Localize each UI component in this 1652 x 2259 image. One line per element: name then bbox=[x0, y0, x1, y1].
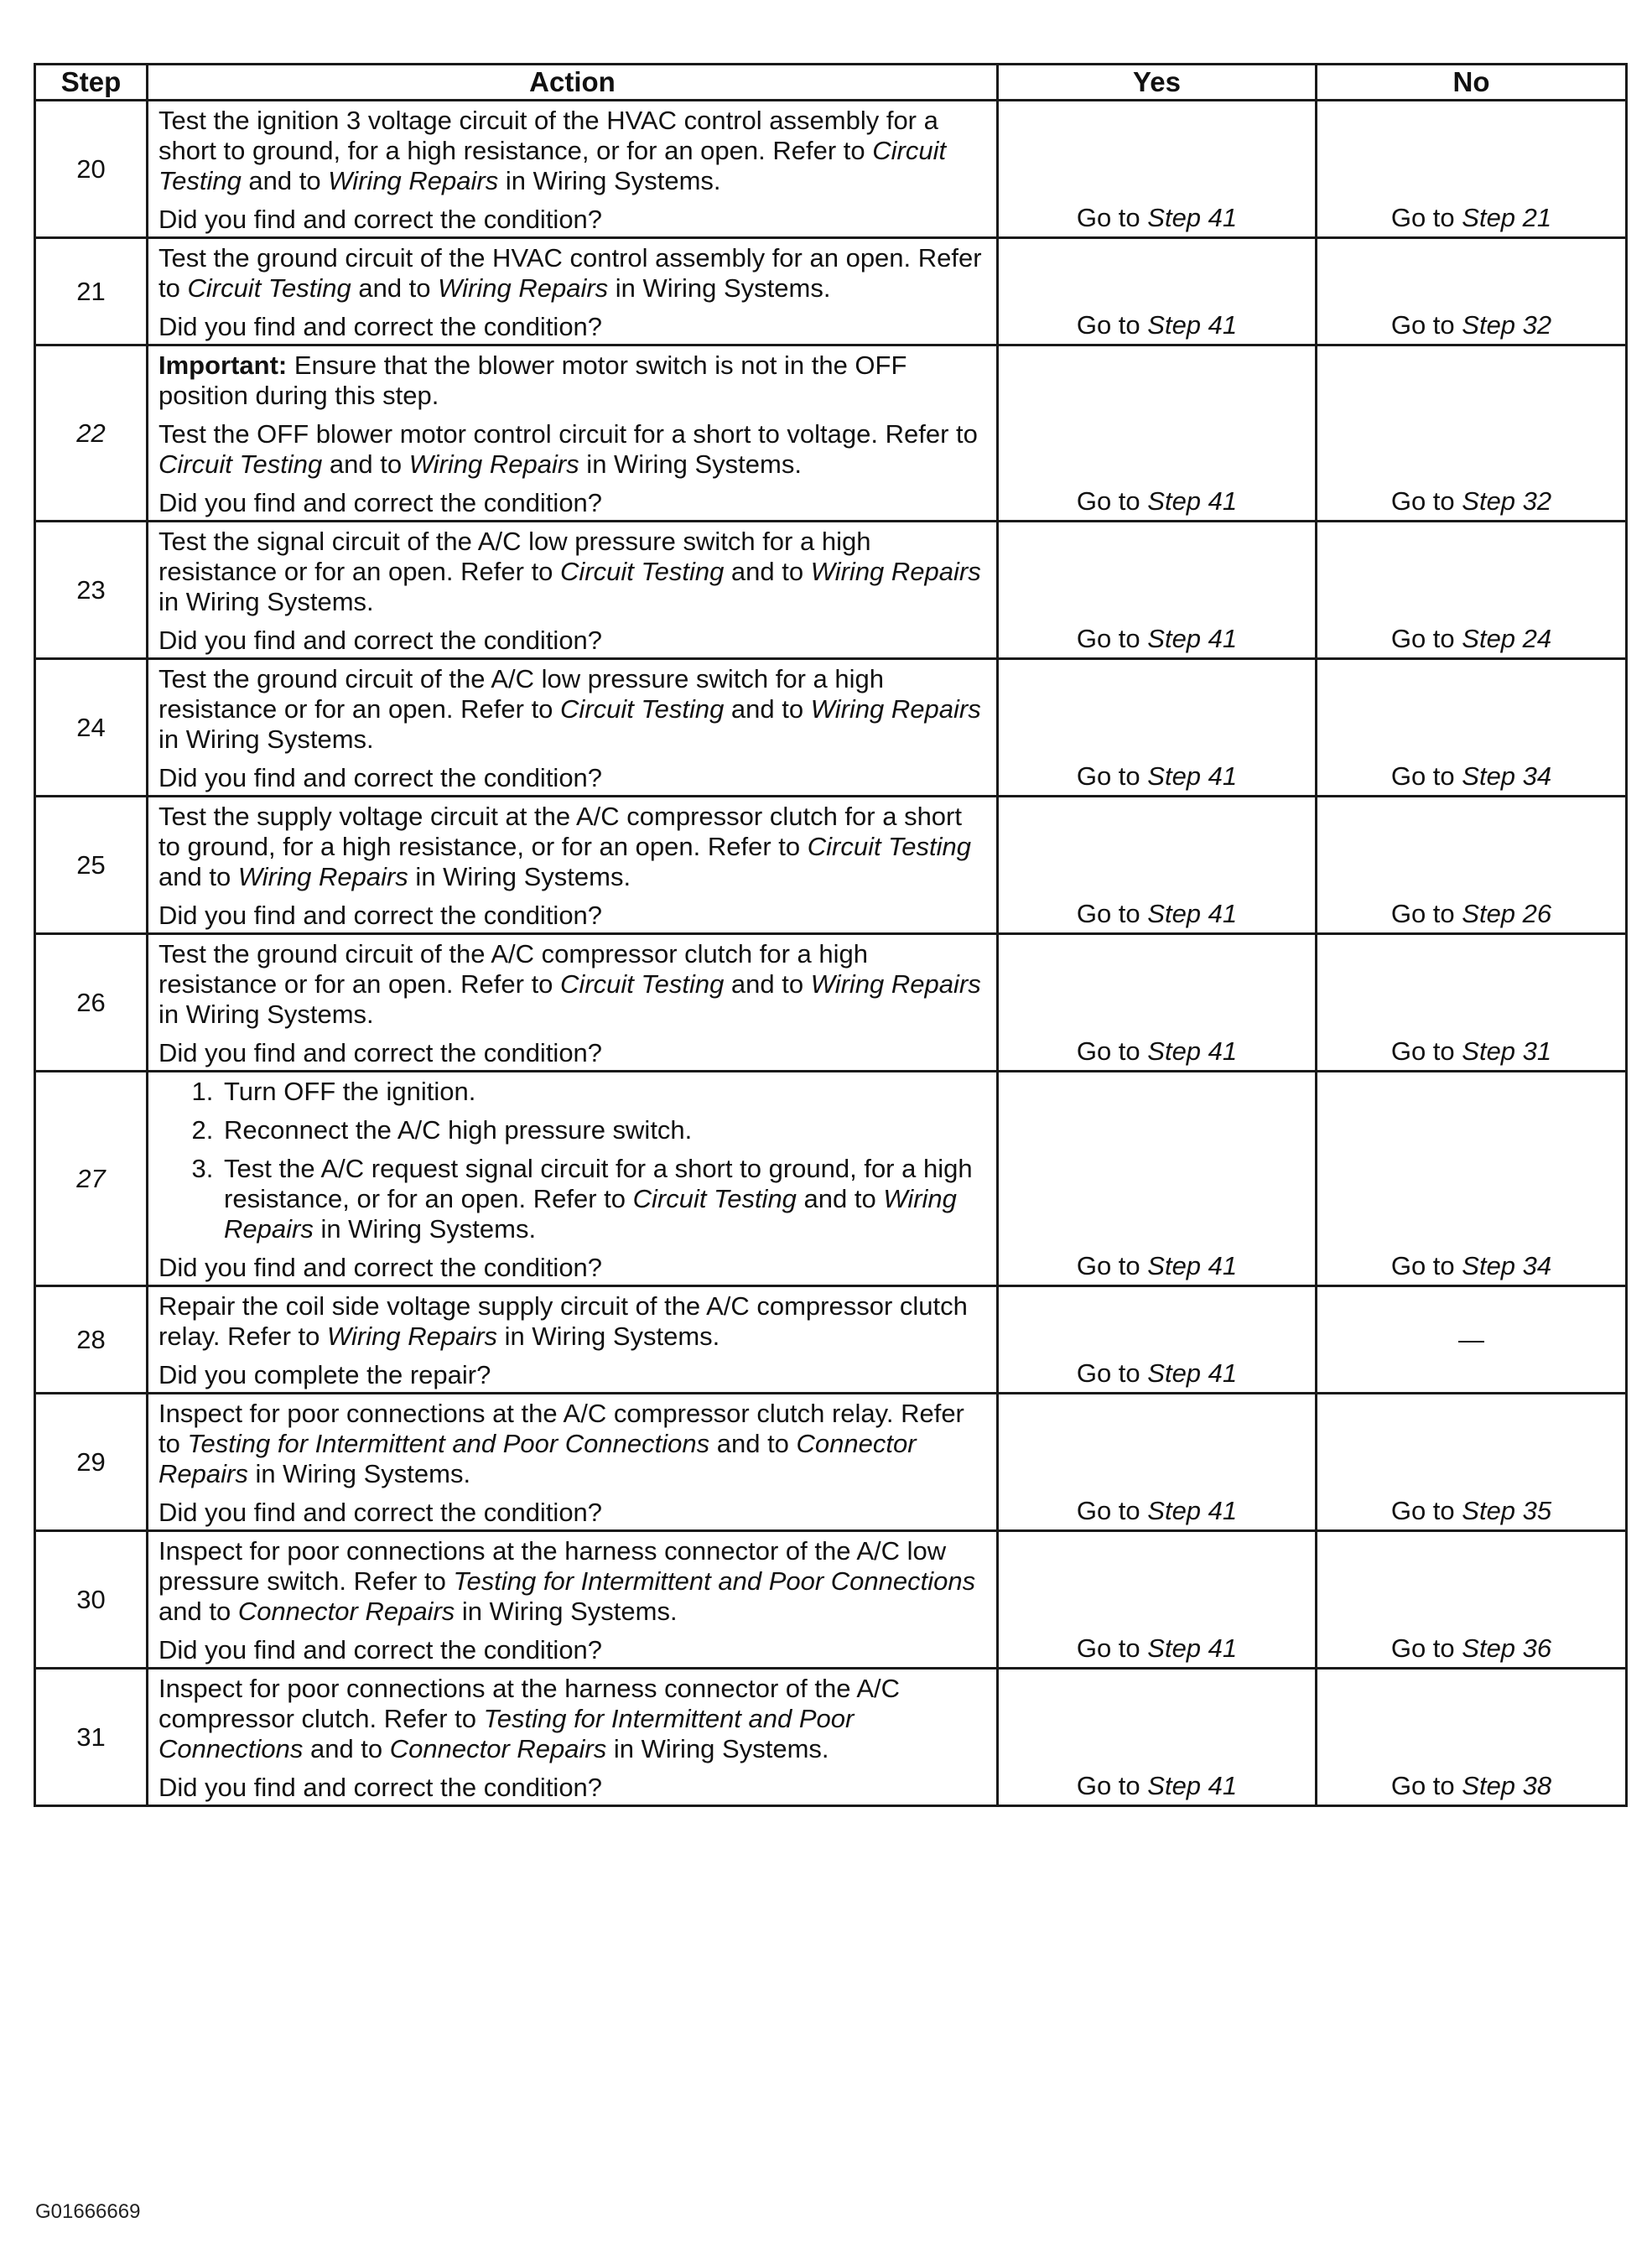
reference-link-text: Circuit Testing bbox=[158, 136, 947, 195]
goto-text: Go to bbox=[1390, 486, 1462, 516]
reference-link-text: Wiring Repairs bbox=[408, 449, 579, 479]
goto-step-ref: Step 31 bbox=[1462, 1036, 1552, 1066]
table-row bbox=[35, 797, 1627, 934]
no-result bbox=[1317, 1286, 1627, 1394]
action-paragraph bbox=[158, 1536, 988, 1627]
yes-result bbox=[998, 1286, 1317, 1394]
question-text: Did you find and correct the condition? bbox=[158, 312, 603, 341]
action-text: Inspect for poor connections at the harness connector of the A/C compressor clutch. Refer to bbox=[158, 1674, 901, 1733]
goto-text: Go to bbox=[1390, 761, 1462, 791]
action-text: Inspect for poor connections at the harness connector of the A/C low pressure switch. Refer to bbox=[158, 1536, 947, 1596]
question-text: Did you find and correct the condition? bbox=[158, 1038, 603, 1067]
reference-link-text: Wiring Repairs bbox=[810, 694, 981, 724]
diagnostic-table-container bbox=[34, 63, 1625, 1807]
header-no: No bbox=[1317, 65, 1627, 101]
question-text: Did you find and correct the condition? bbox=[158, 626, 603, 655]
table-row bbox=[35, 1531, 1627, 1669]
goto-step-ref: Step 34 bbox=[1462, 1251, 1552, 1280]
reference-link-text: Circuit Testing bbox=[158, 449, 323, 479]
goto-text: Go to bbox=[1076, 310, 1148, 340]
goto-text: Go to bbox=[1390, 899, 1462, 928]
question-text: Did you find and correct the condition? bbox=[158, 1253, 603, 1282]
goto-step-ref: Step 41 bbox=[1147, 1251, 1238, 1280]
list-item bbox=[221, 1115, 988, 1145]
reference-link-text: Circuit Testing bbox=[560, 694, 725, 724]
action-text: in Wiring Systems. bbox=[579, 449, 802, 479]
important-label: Important: bbox=[158, 351, 288, 380]
goto-text: Go to bbox=[1390, 1771, 1462, 1800]
figure-code: G01666669 bbox=[35, 2200, 141, 2223]
action-text: in Wiring Systems. bbox=[455, 1597, 678, 1626]
goto-text: Go to bbox=[1076, 1358, 1148, 1388]
action-text: in Wiring Systems. bbox=[158, 587, 374, 616]
table-row bbox=[35, 238, 1627, 345]
yes-result bbox=[998, 1669, 1317, 1806]
step-number: 29 bbox=[35, 1394, 148, 1531]
action-text: in Wiring Systems. bbox=[408, 862, 631, 891]
step-number: 22 bbox=[35, 345, 148, 522]
goto-step-ref: Step 41 bbox=[1147, 1771, 1238, 1800]
goto-step-ref: Step 21 bbox=[1462, 203, 1552, 232]
action-text: Test the A/C request signal circuit for a short to ground, for a high resistance, or for an open. Refer to bbox=[224, 1154, 973, 1213]
diagnostic-table bbox=[34, 63, 1628, 1807]
step-number: 26 bbox=[35, 934, 148, 1072]
goto-text: Go to bbox=[1076, 624, 1148, 653]
action-text: Test the ignition 3 voltage circuit of the HVAC control assembly for a short to ground, for a high resistance, or for an open. Refer to bbox=[158, 106, 938, 165]
goto-text: Go to bbox=[1076, 203, 1148, 232]
goto-text: Go to bbox=[1076, 1036, 1148, 1066]
action-paragraph bbox=[158, 664, 988, 755]
step-number: 28 bbox=[35, 1286, 148, 1394]
question-text: Did you find and correct the condition? bbox=[158, 763, 603, 792]
table-row bbox=[35, 1669, 1627, 1806]
action-text: in Wiring Systems. bbox=[608, 273, 831, 303]
question-text: Did you find and correct the condition? bbox=[158, 205, 603, 234]
goto-text: Go to bbox=[1076, 899, 1148, 928]
goto-text: Go to bbox=[1076, 1633, 1148, 1663]
list-item bbox=[221, 1154, 988, 1244]
goto-text: Go to bbox=[1076, 486, 1148, 516]
action-text: and to bbox=[158, 1597, 238, 1626]
yes-result bbox=[998, 934, 1317, 1072]
action-paragraph bbox=[158, 106, 988, 196]
goto-step-ref: Step 26 bbox=[1462, 899, 1552, 928]
action-text: Test the ground circuit of the HVAC control assembly for an open. Refer to bbox=[158, 243, 982, 303]
reference-link-text: Wiring Repairs bbox=[810, 969, 981, 999]
goto-text: Go to bbox=[1390, 624, 1462, 653]
goto-step-ref: Step 32 bbox=[1462, 310, 1552, 340]
action-text: Repair the coil side voltage supply circuit of the A/C compressor clutch relay. Refer to bbox=[158, 1291, 968, 1351]
step-number: 25 bbox=[35, 797, 148, 934]
action-cell bbox=[148, 101, 998, 238]
table-row bbox=[35, 101, 1627, 238]
header-step: Step bbox=[35, 65, 148, 101]
goto-text: Go to bbox=[1390, 1496, 1462, 1525]
reference-link-text: Wiring Repairs bbox=[438, 273, 609, 303]
action-cell bbox=[148, 1072, 998, 1286]
table-row bbox=[35, 522, 1627, 659]
action-cell bbox=[148, 522, 998, 659]
action-text: and to bbox=[724, 969, 811, 999]
question-text: Did you find and correct the condition? bbox=[158, 1635, 603, 1664]
action-text: Reconnect the A/C high pressure switch. bbox=[224, 1115, 693, 1145]
action-text: in Wiring Systems. bbox=[606, 1734, 829, 1763]
no-result bbox=[1317, 238, 1627, 345]
action-text: and to bbox=[303, 1734, 390, 1763]
goto-step-ref: Step 36 bbox=[1462, 1633, 1552, 1663]
goto-step-ref: Step 41 bbox=[1147, 624, 1238, 653]
action-cell bbox=[148, 659, 998, 797]
header-yes: Yes bbox=[998, 65, 1317, 101]
reference-link-text: Circuit Testing bbox=[807, 832, 971, 861]
action-text: Ensure that the blower motor switch is not in the OFF position during this step. bbox=[158, 351, 907, 410]
step-number: 20 bbox=[35, 101, 148, 238]
no-result bbox=[1317, 101, 1627, 238]
header-action: Action bbox=[148, 65, 998, 101]
no-result bbox=[1317, 797, 1627, 934]
reference-link-text: Connector Repairs bbox=[237, 1597, 455, 1626]
action-paragraph bbox=[158, 1291, 988, 1352]
goto-text: Go to bbox=[1076, 1771, 1148, 1800]
reference-link-text: Testing for Intermittent and Poor Connections bbox=[158, 1704, 855, 1763]
question-text: Did you find and correct the condition? bbox=[158, 901, 603, 930]
action-text: Test the ground circuit of the A/C low pressure switch for a high resistance or for an open. Refer to bbox=[158, 664, 884, 724]
action-paragraph bbox=[158, 1674, 988, 1764]
question-text: Did you find and correct the condition? bbox=[158, 1498, 603, 1527]
goto-step-ref: Step 32 bbox=[1462, 486, 1552, 516]
reference-link-text: Circuit Testing bbox=[560, 557, 725, 586]
goto-step-ref: Step 41 bbox=[1147, 1496, 1238, 1525]
yes-result bbox=[998, 238, 1317, 345]
action-paragraph bbox=[158, 351, 988, 411]
step-number: 27 bbox=[35, 1072, 148, 1286]
action-paragraph bbox=[158, 527, 988, 617]
reference-link-text: Wiring Repairs bbox=[237, 862, 408, 891]
action-paragraph bbox=[158, 939, 988, 1030]
action-cell bbox=[148, 1286, 998, 1394]
reference-link-text: Connector Repairs bbox=[158, 1429, 917, 1488]
goto-step-ref: Step 41 bbox=[1147, 1036, 1238, 1066]
step-number: 24 bbox=[35, 659, 148, 797]
action-cell bbox=[148, 238, 998, 345]
yes-result bbox=[998, 659, 1317, 797]
step-number: 31 bbox=[35, 1669, 148, 1806]
reference-link-text: Wiring Repairs bbox=[810, 557, 981, 586]
action-text: in Wiring Systems. bbox=[497, 1322, 720, 1351]
question-text: Did you find and correct the condition? bbox=[158, 1773, 603, 1802]
action-text: in Wiring Systems. bbox=[247, 1459, 471, 1488]
action-steps-list bbox=[158, 1077, 988, 1244]
reference-link-text: Circuit Testing bbox=[632, 1184, 797, 1213]
yes-result bbox=[998, 1072, 1317, 1286]
reference-link-text: Circuit Testing bbox=[560, 969, 725, 999]
table-row bbox=[35, 1286, 1627, 1394]
action-text: and to bbox=[241, 166, 329, 195]
table-row bbox=[35, 1394, 1627, 1531]
goto-text: Go to bbox=[1076, 761, 1148, 791]
action-text: Turn OFF the ignition. bbox=[224, 1077, 476, 1106]
action-cell bbox=[148, 1669, 998, 1806]
goto-text: Go to bbox=[1390, 1251, 1462, 1280]
no-result bbox=[1317, 1394, 1627, 1531]
yes-result bbox=[998, 797, 1317, 934]
action-paragraph bbox=[158, 802, 988, 892]
action-cell bbox=[148, 1394, 998, 1531]
table-body bbox=[35, 101, 1627, 1806]
action-text: and to bbox=[724, 557, 811, 586]
goto-text: Go to bbox=[1390, 203, 1462, 232]
goto-step-ref: Step 34 bbox=[1462, 761, 1552, 791]
action-text: and to bbox=[322, 449, 409, 479]
goto-step-ref: Step 41 bbox=[1147, 899, 1238, 928]
no-result bbox=[1317, 1072, 1627, 1286]
reference-link-text: Testing for Intermittent and Poor Connections bbox=[453, 1566, 976, 1596]
table-row bbox=[35, 934, 1627, 1072]
yes-result bbox=[998, 101, 1317, 238]
step-number: 21 bbox=[35, 238, 148, 345]
no-action-dash: — bbox=[1458, 1324, 1484, 1354]
no-result bbox=[1317, 659, 1627, 797]
action-text: Inspect for poor connections at the A/C compressor clutch relay. Refer to bbox=[158, 1399, 964, 1458]
action-text: in Wiring Systems. bbox=[158, 1000, 374, 1029]
goto-step-ref: Step 24 bbox=[1462, 624, 1552, 653]
reference-link-text: Wiring Repairs bbox=[327, 1322, 498, 1351]
list-item bbox=[221, 1077, 988, 1107]
no-result bbox=[1317, 1531, 1627, 1669]
no-result bbox=[1317, 345, 1627, 522]
action-cell bbox=[148, 934, 998, 1072]
goto-text: Go to bbox=[1390, 1036, 1462, 1066]
reference-link-text: Circuit Testing bbox=[187, 273, 351, 303]
goto-step-ref: Step 38 bbox=[1462, 1771, 1552, 1800]
action-paragraph bbox=[158, 243, 988, 304]
action-text: and to bbox=[709, 1429, 797, 1458]
action-text: and to bbox=[796, 1184, 884, 1213]
table-row bbox=[35, 1072, 1627, 1286]
yes-result bbox=[998, 345, 1317, 522]
action-text: in Wiring Systems. bbox=[313, 1214, 537, 1244]
goto-step-ref: Step 41 bbox=[1147, 1633, 1238, 1663]
yes-result bbox=[998, 1531, 1317, 1669]
reference-link-text: Testing for Intermittent and Poor Connections bbox=[187, 1429, 710, 1458]
action-text: in Wiring Systems. bbox=[158, 724, 374, 754]
table-row bbox=[35, 659, 1627, 797]
reference-link-text: Connector Repairs bbox=[389, 1734, 607, 1763]
goto-step-ref: Step 41 bbox=[1147, 310, 1238, 340]
goto-step-ref: Step 35 bbox=[1462, 1496, 1552, 1525]
goto-text: Go to bbox=[1390, 310, 1462, 340]
goto-text: Go to bbox=[1076, 1251, 1148, 1280]
goto-text: Go to bbox=[1076, 1496, 1148, 1525]
step-number: 30 bbox=[35, 1531, 148, 1669]
action-paragraph bbox=[158, 1399, 988, 1489]
goto-text: Go to bbox=[1390, 1633, 1462, 1663]
action-text: in Wiring Systems. bbox=[498, 166, 721, 195]
table-row bbox=[35, 345, 1627, 522]
goto-step-ref: Step 41 bbox=[1147, 761, 1238, 791]
no-result bbox=[1317, 1669, 1627, 1806]
goto-step-ref: Step 41 bbox=[1147, 203, 1238, 232]
action-cell bbox=[148, 797, 998, 934]
reference-link-text: Wiring Repairs bbox=[224, 1184, 957, 1244]
reference-link-text: Wiring Repairs bbox=[328, 166, 499, 195]
action-paragraph bbox=[158, 419, 988, 480]
yes-result bbox=[998, 522, 1317, 659]
yes-result bbox=[998, 1394, 1317, 1531]
action-cell bbox=[148, 1531, 998, 1669]
action-text: and to bbox=[351, 273, 439, 303]
action-text: Test the ground circuit of the A/C compressor clutch for a high resistance or for an open. Refer to bbox=[158, 939, 869, 999]
action-text: and to bbox=[158, 862, 238, 891]
action-text: Test the signal circuit of the A/C low pressure switch for a high resistance or for an open. Refer to bbox=[158, 527, 871, 586]
question-text: Did you complete the repair? bbox=[158, 1360, 491, 1389]
no-result bbox=[1317, 522, 1627, 659]
step-number: 23 bbox=[35, 522, 148, 659]
action-text: Test the OFF blower motor control circuit for a short to voltage. Refer to bbox=[158, 419, 978, 449]
action-text: and to bbox=[724, 694, 811, 724]
question-text: Did you find and correct the condition? bbox=[158, 488, 603, 517]
action-cell bbox=[148, 345, 998, 522]
header-row bbox=[35, 65, 1627, 101]
goto-step-ref: Step 41 bbox=[1147, 486, 1238, 516]
action-text: Test the supply voltage circuit at the A/C compressor clutch for a short to ground, for a high resistance, or for an open. Refer to bbox=[158, 802, 962, 861]
no-result bbox=[1317, 934, 1627, 1072]
goto-step-ref: Step 41 bbox=[1147, 1358, 1238, 1388]
